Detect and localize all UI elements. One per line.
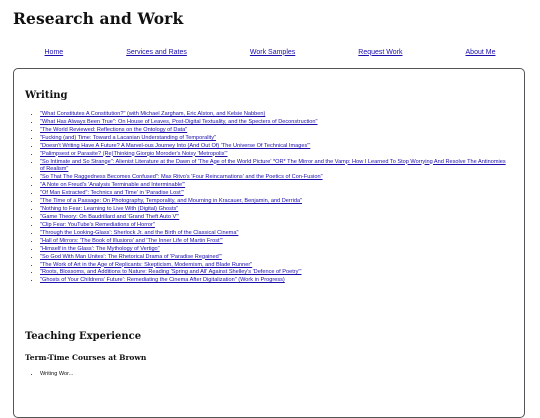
writing-item [40,174,510,182]
writing-item [40,111,510,119]
writing-item [40,190,510,198]
teaching-list [26,371,510,379]
writing-link[interactable]: "Himself in the Glass': The Mythology of Vertigo" [40,245,160,252]
teaching-item-label: Writing Wor... [40,371,74,377]
writing-item [40,159,510,175]
writing-item [40,246,510,254]
writing-item [40,127,510,135]
writing-link[interactable]: "Roots, Blossoms, and Additions to Nature: Reading 'Spring and All' Against Shelley's 'Defence of Poetry'" [40,269,302,276]
writing-link[interactable]: "Nothing to Fear: Learning to Live With (Digital) Ghosts" [40,206,179,213]
writing-link[interactable]: "Ghosts of Your Childrens' Future': Remediating the Cinema After Digitalization" (Work in Progress) [40,277,285,284]
writing-item [40,182,510,190]
writing-item [40,206,510,214]
writing-link[interactable]: "Game Theory: On Baudrillard and 'Grand Theft Auto V'" [40,213,180,220]
writing-item [40,269,510,277]
writing-link[interactable]: "Of Man Extracted": Technics and Time' in 'Paradise Lost'" [40,190,184,197]
writing-link[interactable]: "Doesn't Writing Have A Future? A Marvel-ous Journey Into (And Out Of) 'The Universe Of Technical Images'" [40,142,311,149]
writing-link[interactable]: "Fucking (and) Time: Toward a Lacanian Understanding of Temporality" [40,134,217,141]
writing-item [40,151,510,159]
writing-link[interactable]: "Hall of Mirrors: 'The Book of Illusions' and 'The Inner Life of Martin Frost'" [40,237,223,244]
writing-item [40,214,510,222]
writing-link[interactable]: "The Time of a Passage: On Photography, Temporality, and Mourning in Kracauer, Benjamin, and Derrida" [40,198,303,205]
writing-link[interactable]: "So Intimate and So Strange": Alienist Literature at the Dawn of 'The Age of the World Picture' *OR* The Mirror and the Vamp: How I Learned To Stop Worrying And Resolve The Antinomies of Realism" [40,158,506,173]
writing-item [40,254,510,262]
writing-item [40,135,510,143]
main-nav [13,45,527,59]
writing-item [40,230,510,238]
site-title: Research and Work [13,9,184,28]
writing-link[interactable]: "Palimpsest or Parasite? (Re)Thinking Giorgio Moroder's Noisy 'Metropolis'" [40,150,228,157]
content-panel [13,68,525,418]
writing-link[interactable]: "Clip Fear: YouTube's Remediations of Horror" [40,221,155,228]
teaching-subheading: Term-Time Courses at Brown [25,353,147,362]
nav-link-about-me[interactable]: About Me [465,48,496,56]
writing-item [40,277,510,285]
writing-item [40,238,510,246]
nav-link-services-and-rates[interactable]: Services and Rates [126,48,187,56]
writing-link[interactable]: "So God With Man Unites': The Rhetorical Drama of 'Paradise Regained'" [40,253,222,260]
writing-link[interactable]: "The World Reviewed: Reflections on the Ontology of Data" [40,126,188,133]
teaching-item [40,371,510,379]
writing-link[interactable]: "The Work of Art in the Age of Replicants: Skepticism, Modernism, and Blade Runner" [40,261,253,268]
writing-item [40,222,510,230]
writing-heading: Writing [25,90,68,101]
writing-item [40,262,510,270]
writing-item [40,119,510,127]
nav-link-request-work[interactable]: Request Work [358,48,403,56]
writing-link[interactable]: "So That The Raggedness Becomes Confused": Max Ritvo's 'Four Reincarnations' and the Poetics of Con-Fusion" [40,174,323,181]
writing-list [26,111,510,285]
writing-link[interactable]: "A Note on Freud's 'Analysis Terminable and Interminable'" [40,182,186,189]
writing-link[interactable]: "What Constitutes A Constitution?" (with Michael Zargham, Eric Alston, and Kelsie Nabben) [40,111,266,117]
writing-item [40,143,510,151]
writing-item [40,198,510,206]
writing-link[interactable]: "What Has Always Been True": On House of Leaves, Post-Digital Textuality, and the Specters of Deconstruction" [40,118,318,125]
writing-link[interactable]: "Through the Looking-Glass': Sherlock Jr. and the Birth of the Classical Cinema" [40,229,239,236]
nav-link-home[interactable]: Home [44,48,64,56]
nav-link-work-samples[interactable]: Work Samples [249,48,296,56]
teaching-heading: Teaching Experience [25,331,142,342]
